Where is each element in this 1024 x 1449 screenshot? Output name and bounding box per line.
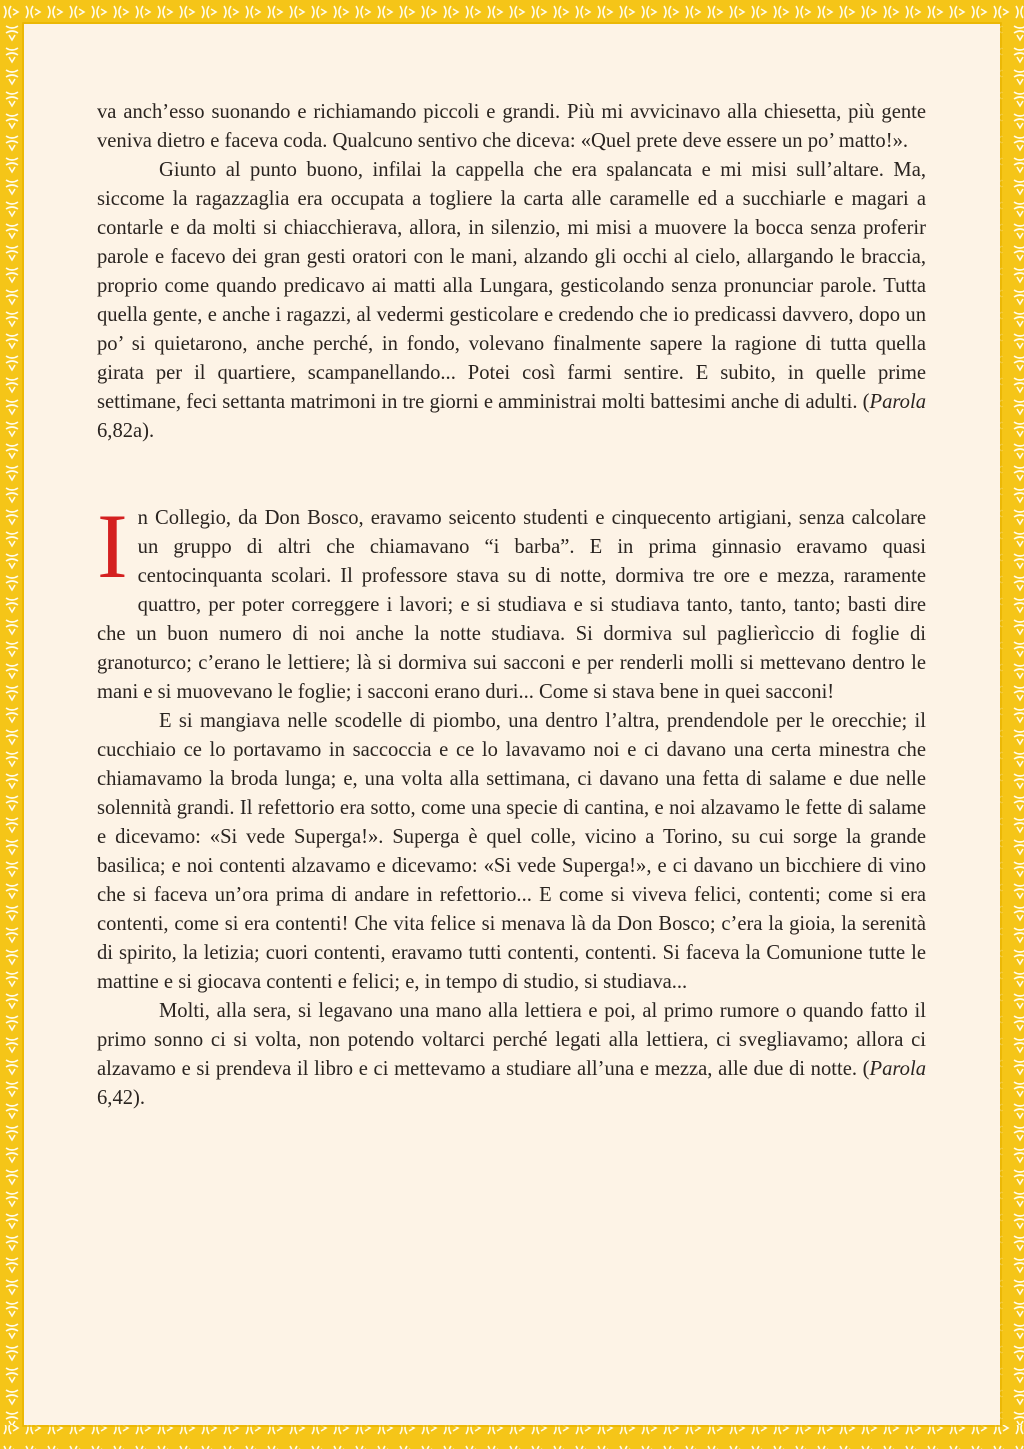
document-body: [97, 98, 926, 1113]
paragraph: va anch’esso suonando e richiamando piccoli e grandi. Più mi avvicinavo alla chiesetta, più gente veniva dietro e faceva coda. Qualcuno sentivo che diceva: «Quel prete deve essere un po’ matto!».: [97, 101, 926, 152]
paragraph: Molti, alla sera, si legavano una mano alla lettiera e poi, al primo rumore o quando fatto il primo sonno ci si volta, non potendo voltarci perché legati alla lettiera, ci svegliavamo; allora ci alzavamo e si prendeva il libro e ci mettevamo a studiare all’una e mezza, alle due di notte. (Parola 6,42).: [97, 1000, 926, 1109]
paragraph: In Collegio, da Don Bosco, eravamo seicento studenti e cinquecento artigiani, senza calcolare un gruppo di altri che chiamavano “i barba”. E in prima ginnasio eravamo quasi centocinquanta scolari. Il professore stava su di notte, dormiva tre ore e mezza, raramente quattro, per poter correggere i lavori; e si studiava e si studiava tanto, tanto, tanto; basti dire che un buon numero di noi anche la notte studiava. Si dormiva sul paglierìccio di foglie di granoturco; c’erano le lettiere; là si dormiva sui sacconi e per renderli molli si mettevano dentro le mani e si muovevano le foglie; i sacconi erano duri... Come si stava bene in quei sacconi!: [97, 495, 926, 703]
drop-cap: I: [97, 495, 128, 597]
paragraph: Giunto al punto buono, infilai la cappella che era spalancata e mi misi sull’altare. Ma, siccome la ragazzaglia era occupata a togliere la carta alle caramelle ed a succhiarle e magari a contarle e da molti si chiacchierava, allora, in silenzio, mi misi a muovere la bocca senza proferir parole e facevo dei gran gesti oratori con le mani, alzando gli occhi al cielo, allargando le braccia, proprio come quando predicavo ai matti alla Lungara, gesticolando senza pronunciar parole. Tutta quella gente, e anche i ragazzi, al vedermi gesticolare e credendo che io predicassi davvero, dopo un po’ si quietarono, anche perché, in fondo, volevano finalmente sapere la ragione di tutta quella girata per il quartiere, scampanellando... Potei così farmi sentire. E subito, in quelle prime settimane, feci settanta matrimoni in tre giorni e amministrai molti battesimi anche di adulti. (Parola 6,82a).: [97, 159, 926, 442]
citation-title: Parola: [869, 391, 926, 413]
section-1: [97, 98, 926, 446]
section-gap: [97, 446, 926, 504]
paragraph: E si mangiava nelle scodelle di piombo, una dentro l’altra, prendendole per le orecchie; il cucchiaio ce lo portavamo in saccoccia e ce lo lavavamo noi e ci davano una certa minestra che chiamavamo la broda lunga; e, una volta alla settimana, ci davano una fetta di salame e due nelle solennità grandi. Il refettorio era sotto, come una specie di cantina, e noi alzavamo le fette di salame e dicevamo: «Si vede Superga!». Superga è quel colle, vicino a Torino, su cui sorge la grande basilica; e noi contenti alzavamo e dicevamo: «Si vede Superga!», e ci davano un bicchiere di vino che si faceva un’ora prima di andare in refettorio... E come si viveva felici, contenti; come si era contenti, come si era contenti! Che vita felice si menava là da Don Bosco; c’era la gioia, la serenità di spirito, la letizia; cuori contenti, eravamo tutti contenti, contenti. Si faceva la Comunione tutte le mattine e si giocava contenti e felici; e, in tempo di studio, si studiava...: [97, 710, 926, 993]
citation-title: Parola: [869, 1058, 926, 1080]
section-2: [97, 495, 926, 1113]
